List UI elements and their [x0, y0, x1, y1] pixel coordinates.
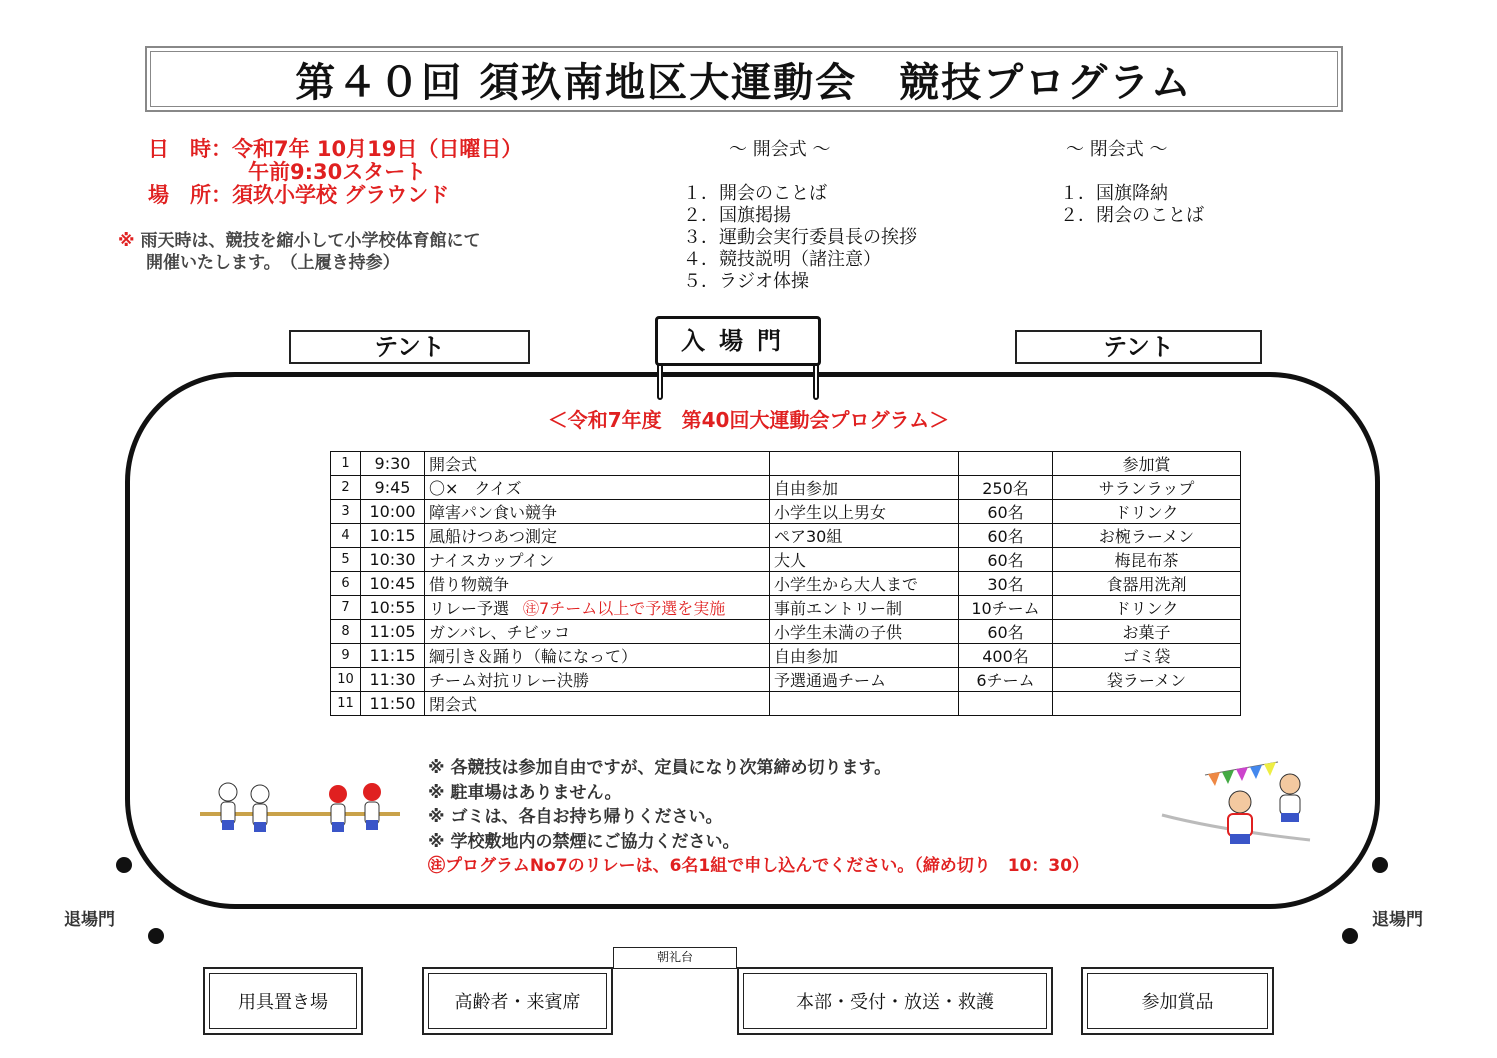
row-number: 10 [331, 668, 361, 692]
row-target [770, 452, 959, 476]
row-event [425, 476, 770, 500]
table-row [331, 644, 1241, 668]
row-number: 6 [331, 572, 361, 596]
event-name: ガンバレ、チビッコ [429, 623, 570, 642]
table-row [331, 476, 1241, 500]
exit-gate-marker [116, 857, 132, 873]
row-prize: ドリンク [1053, 596, 1241, 620]
row-capacity: 10チーム [959, 596, 1053, 620]
start-time-line: 午前9:30スタート [248, 160, 427, 184]
row-event [425, 452, 770, 476]
event-name: 綱引き＆踊り（輪になって） [429, 647, 638, 666]
row-time: 11:50 [361, 692, 425, 716]
row-capacity [959, 452, 1053, 476]
row-time: 9:45 [361, 476, 425, 500]
title-frame [145, 46, 1343, 112]
relay-note: ㊟プログラムNo7のリレーは、6名1組で申し込んでください。（締め切り 10：30） [428, 856, 1090, 876]
row-capacity: 60名 [959, 620, 1053, 644]
table-row [331, 572, 1241, 596]
row-number: 7 [331, 596, 361, 620]
event-info [148, 138, 522, 207]
row-target [770, 692, 959, 716]
rain-note-line2: 開催いたします。 （上履き持参） [146, 253, 400, 273]
closing-item: ２．閉会のことば [1060, 205, 1204, 226]
event-note: ㊟7チーム以上で予選を実施 [523, 599, 726, 618]
row-number: 9 [331, 644, 361, 668]
row-prize: 食器用洗剤 [1053, 572, 1241, 596]
rain-note [118, 230, 480, 274]
morning-stage: 朝礼台 [613, 947, 737, 969]
row-time: 11:30 [361, 668, 425, 692]
table-row [331, 524, 1241, 548]
row-number: 3 [331, 500, 361, 524]
row-number: 4 [331, 524, 361, 548]
equipment-area-label: 用具置き場 [238, 992, 328, 1013]
event-name: リレー予選 [429, 599, 510, 618]
rain-note-line1: 雨天時は、競技を縮小して小学校体育館にて [140, 231, 481, 251]
opening-header: ～ 開会式 ～ [729, 139, 831, 160]
row-capacity: 60名 [959, 524, 1053, 548]
page-title: 第４０回 須玖南地区大運動会 競技プログラム [295, 59, 1193, 106]
program-title: ＜令和7年度 第40回大運動会プログラム＞ [547, 408, 950, 432]
row-prize: 梅昆布茶 [1053, 548, 1241, 572]
row-target: 自由参加 [770, 644, 959, 668]
row-event [425, 524, 770, 548]
row-event [425, 644, 770, 668]
seniors-guests-label: 高齢者・来賓席 [454, 992, 581, 1013]
row-event [425, 596, 770, 620]
event-name: 風船けつあつ測定 [429, 527, 558, 546]
opening-item: ４．競技説明（諸注意） [683, 249, 881, 270]
exit-gate-marker [1372, 857, 1388, 873]
row-target: 自由参加 [770, 476, 959, 500]
row-event [425, 572, 770, 596]
note-item: ※ 駐車場はありません。 [428, 782, 622, 803]
opening-ceremony [683, 139, 917, 293]
event-name: チーム対抗リレー決勝 [429, 671, 590, 690]
opening-item: １．開会のことば [683, 183, 827, 204]
row-capacity: 30名 [959, 572, 1053, 596]
row-number: 5 [331, 548, 361, 572]
table-row [331, 500, 1241, 524]
table-row [331, 692, 1241, 716]
row-capacity: 400名 [959, 644, 1053, 668]
row-time: 11:05 [361, 620, 425, 644]
prizes-label: 参加賞品 [1141, 992, 1214, 1013]
child-figure [219, 783, 237, 830]
seniors-guests-box [422, 967, 613, 1035]
headquarters-box [737, 967, 1053, 1035]
event-name: 閉会式 [429, 695, 478, 714]
row-prize: 参加賞 [1053, 452, 1241, 476]
row-time: 10:30 [361, 548, 425, 572]
opening-item: ３．運動会実行委員長の挨拶 [683, 227, 917, 248]
row-time: 11:15 [361, 644, 425, 668]
notes-list [428, 756, 1089, 879]
row-event [425, 668, 770, 692]
note-item: ※ ゴミは、各自お持ち帰りください。 [428, 807, 723, 827]
row-target: 予選通過チーム [770, 668, 959, 692]
row-number: 11 [331, 692, 361, 716]
row-number: 8 [331, 620, 361, 644]
note-item: ※ 各競技は参加自由ですが、定員になり次第締め切ります。 [428, 758, 892, 778]
row-number: 2 [331, 476, 361, 500]
opening-item: ２．国旗掲揚 [683, 205, 791, 226]
row-time: 10:00 [361, 500, 425, 524]
program-table [330, 451, 1241, 716]
exit-gate-marker [1342, 928, 1358, 944]
table-row [331, 668, 1241, 692]
row-time: 10:55 [361, 596, 425, 620]
row-prize: サランラップ [1053, 476, 1241, 500]
row-target: 小学生から大人まで [770, 572, 959, 596]
row-number: 1 [331, 452, 361, 476]
row-prize: お椀ラーメン [1053, 524, 1241, 548]
row-capacity: 60名 [959, 548, 1053, 572]
note-item: ※ 学校敷地内の禁煙にご協力ください。 [428, 831, 740, 852]
row-time: 9:30 [361, 452, 425, 476]
note-mark: ※ [118, 231, 135, 251]
row-target: 事前エントリー制 [770, 596, 959, 620]
event-name: ナイスカップイン [429, 551, 555, 570]
row-event [425, 548, 770, 572]
tent-left: テント [289, 330, 530, 364]
row-capacity: 6チーム [959, 668, 1053, 692]
event-name: 開会式 [429, 455, 478, 474]
headquarters-label: 本部・受付・放送・救護 [796, 992, 994, 1013]
table-row [331, 620, 1241, 644]
closing-header: ～ 閉会式 ～ [1066, 139, 1168, 160]
table-row [331, 596, 1241, 620]
exit-gate-label-left: 退場門 [64, 910, 115, 930]
row-prize [1053, 692, 1241, 716]
row-event [425, 500, 770, 524]
tug-of-war-illustration [198, 776, 402, 846]
row-event [425, 620, 770, 644]
opening-item: ５．ラジオ体操 [683, 271, 809, 292]
row-prize: ゴミ袋 [1053, 644, 1241, 668]
equipment-area-box [203, 967, 363, 1035]
event-name: 借り物競争 [429, 575, 510, 594]
date-line: 日 時：令和7年 10月19日（日曜日） [148, 137, 523, 161]
row-prize: ドリンク [1053, 500, 1241, 524]
row-capacity [959, 692, 1053, 716]
row-capacity: 60名 [959, 500, 1053, 524]
entrance-gate: 入場門 [655, 316, 821, 366]
prizes-box [1081, 967, 1274, 1035]
row-time: 10:15 [361, 524, 425, 548]
closing-ceremony [1060, 139, 1204, 227]
row-prize: お菓子 [1053, 620, 1241, 644]
place-line: 場 所：須玖小学校 グラウンド [148, 183, 450, 207]
closing-item: １．国旗降納 [1060, 183, 1168, 204]
row-target: 大人 [770, 548, 959, 572]
row-target: 小学生未満の子供 [770, 620, 959, 644]
row-target: 小学生以上男女 [770, 500, 959, 524]
tent-right: テント [1015, 330, 1262, 364]
event-name: 〇× クイズ [429, 479, 522, 498]
exit-gate-marker [148, 928, 164, 944]
row-prize: 袋ラーメン [1053, 668, 1241, 692]
row-time: 10:45 [361, 572, 425, 596]
row-capacity: 250名 [959, 476, 1053, 500]
row-event [425, 692, 770, 716]
exit-gate-label-right: 退場門 [1372, 910, 1423, 930]
event-name: 障害パン食い競争 [429, 503, 558, 522]
table-row [331, 452, 1241, 476]
relay-race-illustration [1160, 760, 1320, 865]
row-target: ペア30組 [770, 524, 959, 548]
table-row [331, 548, 1241, 572]
